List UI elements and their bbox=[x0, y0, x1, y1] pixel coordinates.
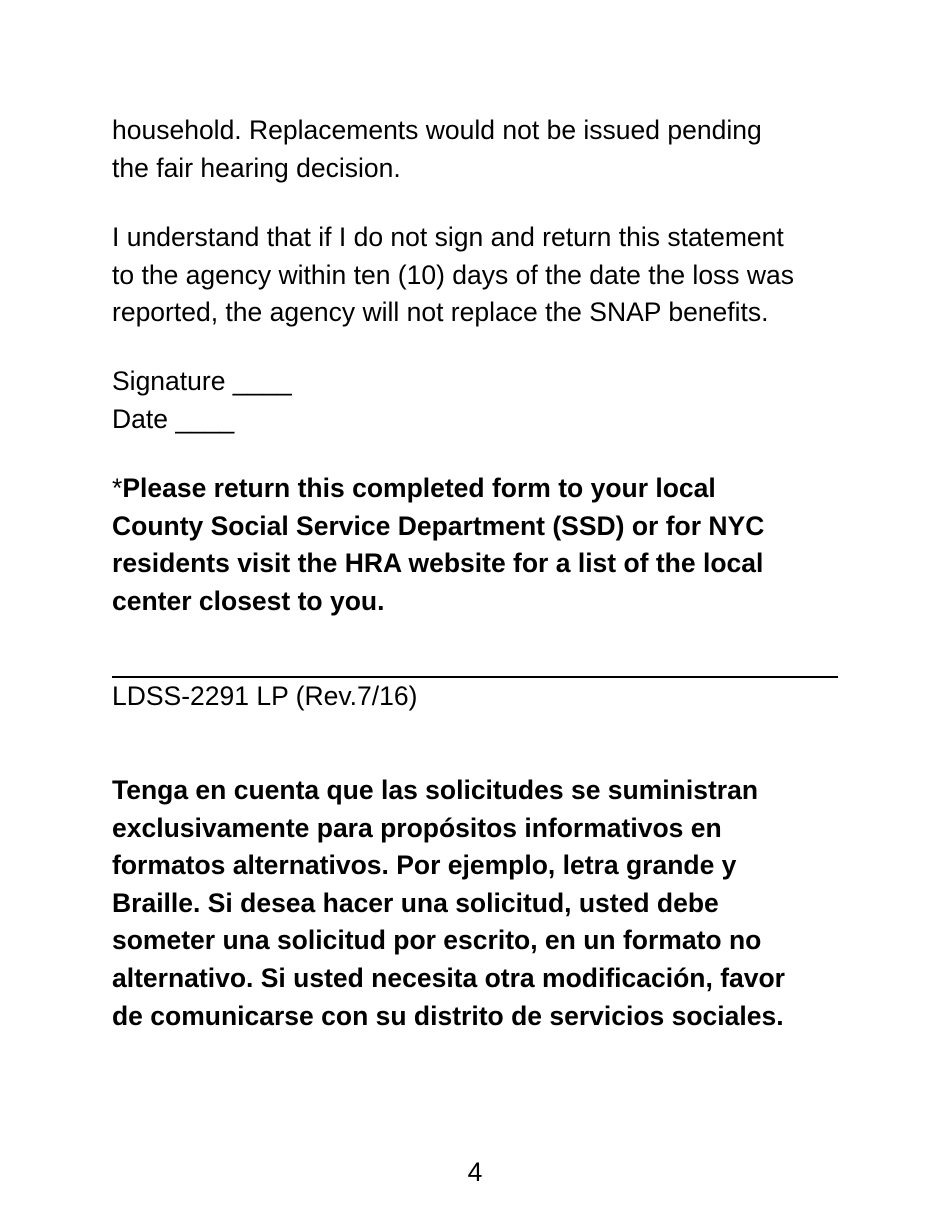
spanish-line: de comunicarse con su distrito de servicios sociales. bbox=[112, 1000, 784, 1031]
spanish-line: exclusivamente para propósitos informativos en bbox=[112, 812, 722, 843]
signature-label: Signature ____ bbox=[112, 366, 292, 396]
date-field[interactable] bbox=[112, 401, 838, 439]
spanish-line: someter una solicitud por escrito, en un formato no bbox=[112, 925, 762, 956]
spanish-line: alternativo. Si usted necesita otra modificación, favor bbox=[112, 962, 785, 993]
paragraph-line: to the agency within ten (10) days of the date the loss was bbox=[112, 259, 795, 290]
spanish-line: formatos alternativos. Por ejemplo, letra grande y bbox=[112, 850, 737, 881]
form-id bbox=[112, 678, 838, 716]
notice-line: residents visit the HRA website for a list of the local bbox=[112, 548, 764, 579]
spanish-notice bbox=[112, 772, 838, 1035]
paragraph-line: household. Replacements would not be issued pending bbox=[112, 115, 762, 145]
return-form-notice bbox=[112, 470, 838, 620]
notice-text: Please return this completed form to your local bbox=[122, 473, 716, 503]
notice-line bbox=[112, 470, 838, 508]
document-page bbox=[112, 0, 838, 1230]
paragraph-line: I understand that if I do not sign and return this statement bbox=[112, 222, 784, 252]
notice-line: center closest to you. bbox=[112, 585, 385, 616]
spanish-line: Braille. Si desea hacer una solicitud, usted debe bbox=[112, 887, 719, 918]
spanish-line: Tenga en cuenta que las solicitudes se suministran bbox=[112, 775, 759, 805]
form-id-text: LDSS-2291 LP (Rev.7/16) bbox=[112, 681, 418, 711]
paragraph-understanding bbox=[112, 219, 838, 332]
paragraph-line: the fair hearing decision. bbox=[112, 152, 401, 183]
paragraph-line: reported, the agency will not replace the SNAP benefits. bbox=[112, 297, 769, 328]
notice-line: County Social Service Department (SSD) or for NYC bbox=[112, 510, 765, 541]
page-number: 4 bbox=[467, 1157, 483, 1187]
date-label: Date ____ bbox=[112, 404, 235, 434]
signature-field[interactable] bbox=[112, 363, 838, 401]
asterisk-mark: * bbox=[112, 473, 123, 503]
paragraph-replacements bbox=[112, 112, 838, 187]
